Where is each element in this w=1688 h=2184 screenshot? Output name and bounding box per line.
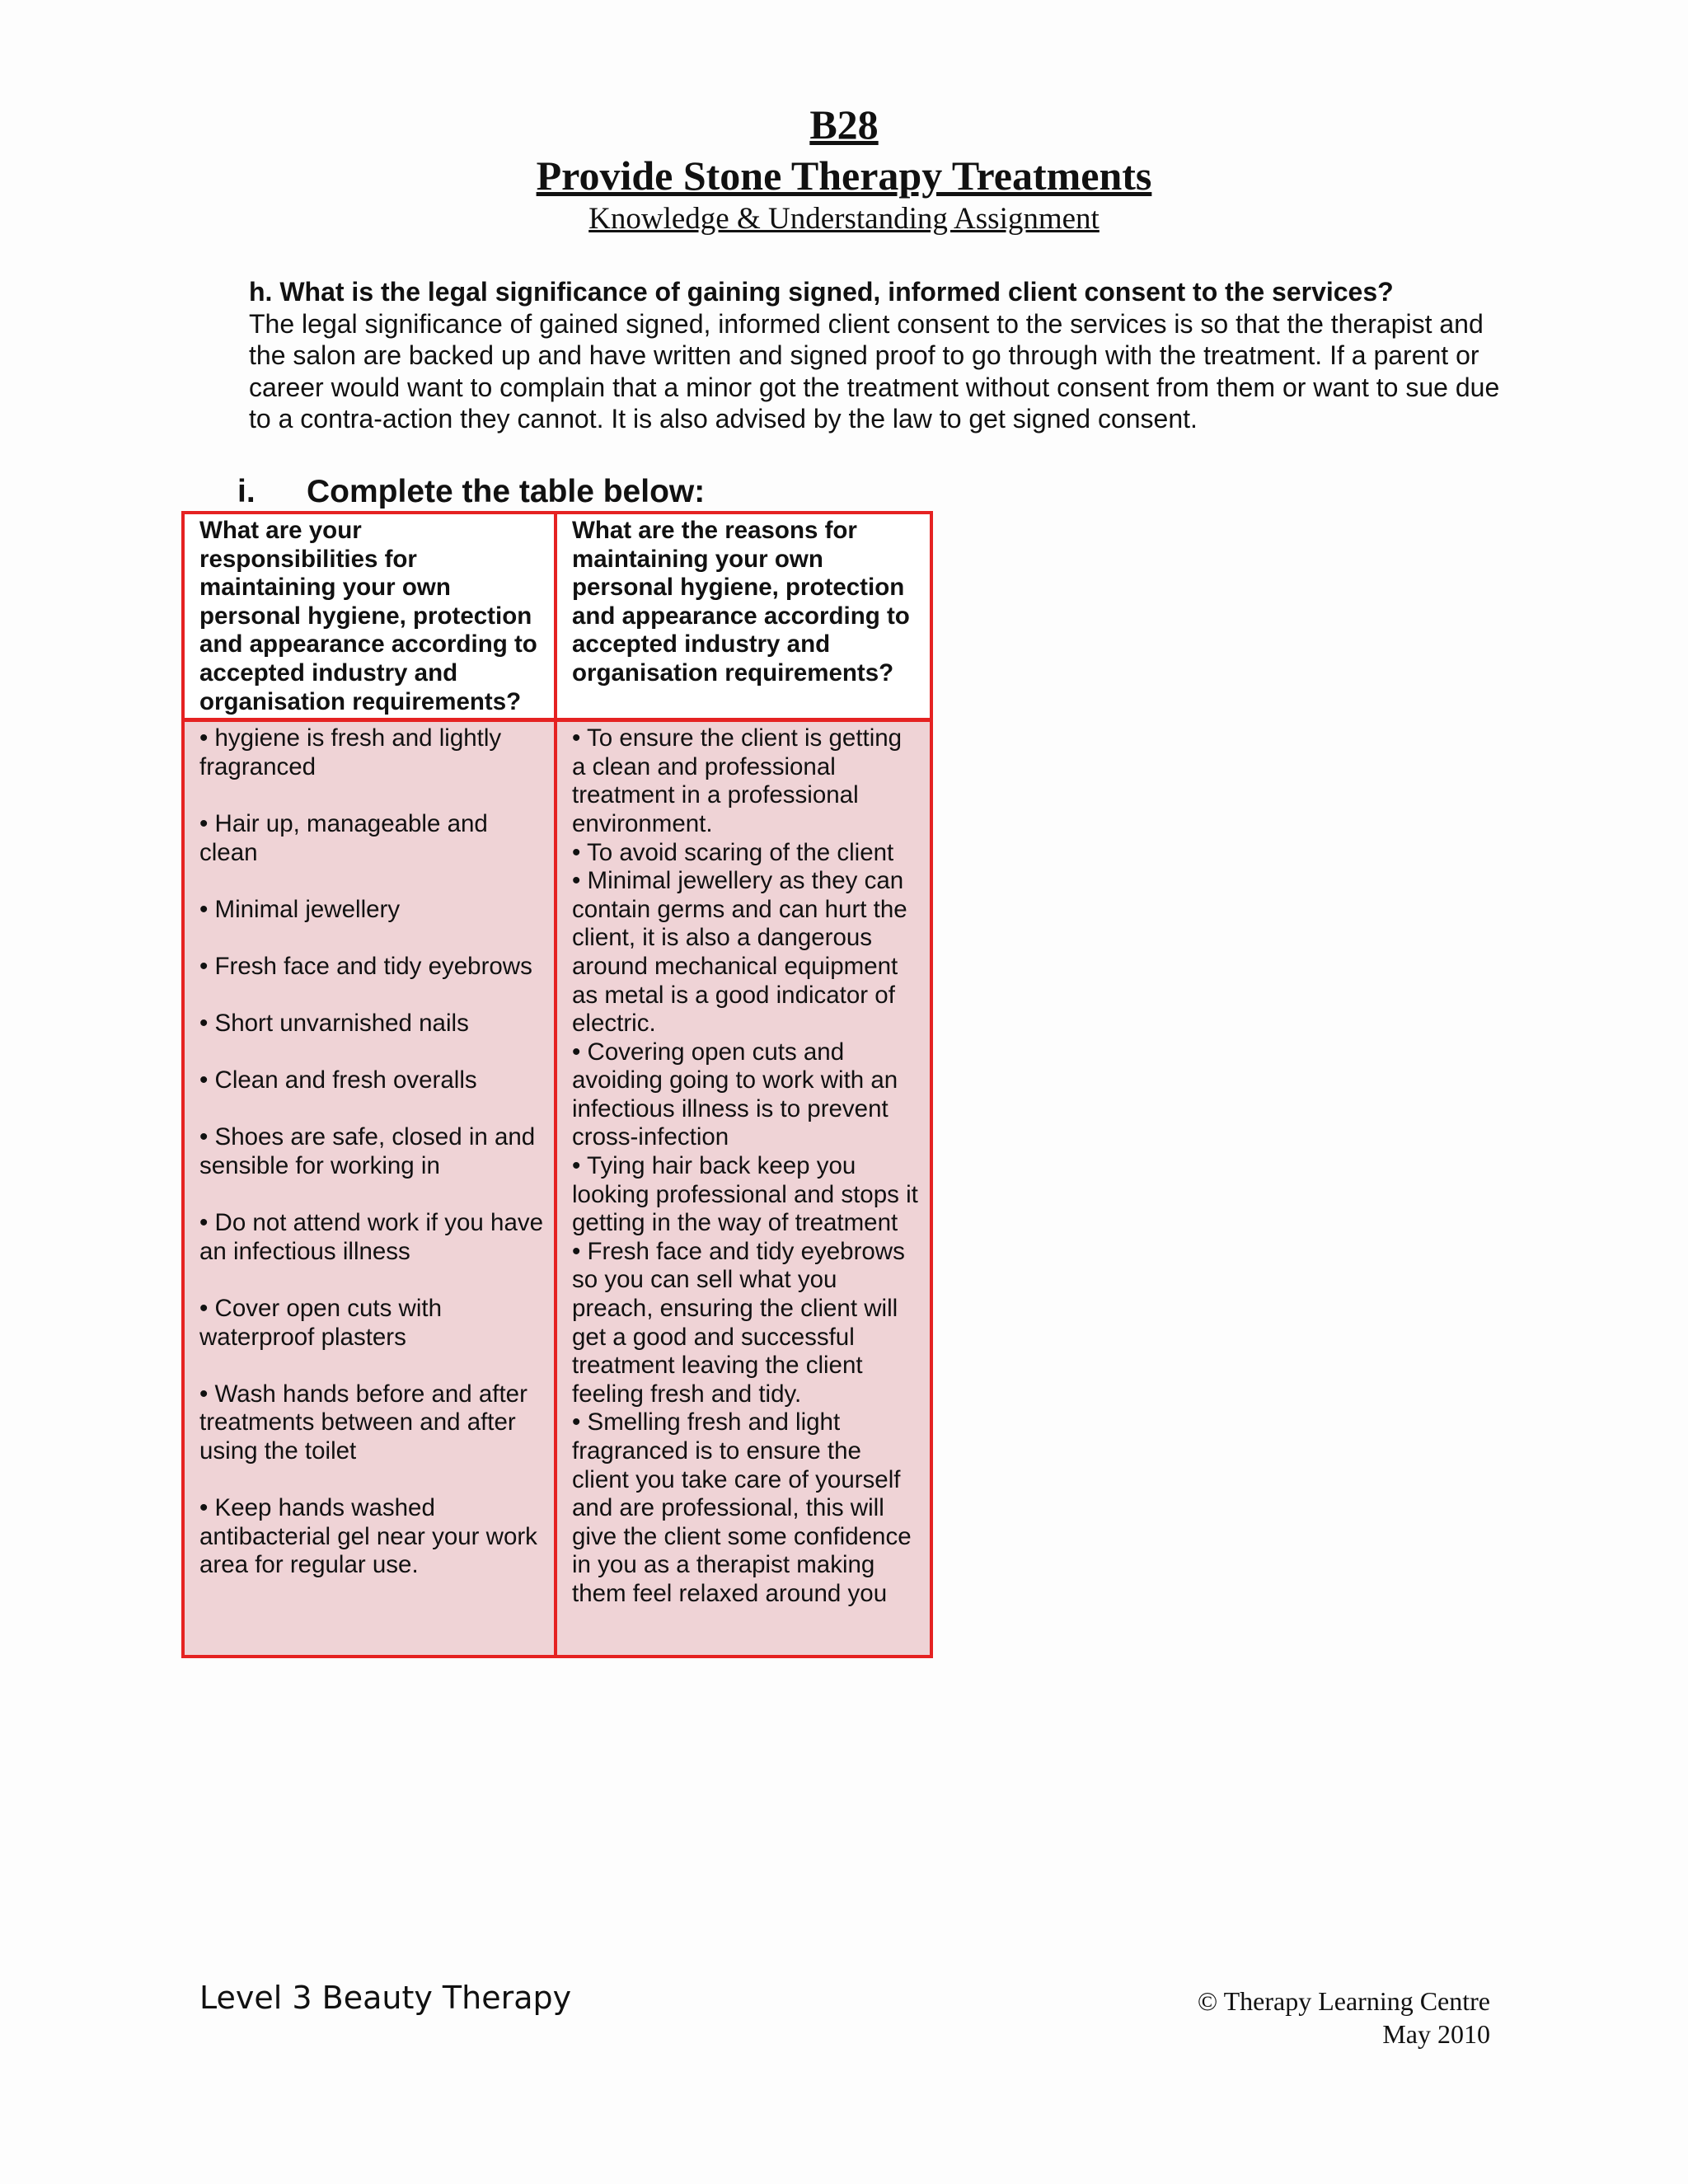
list-item: • Tying hair back keep you looking professional and stops it getting in the way of treatment [572, 1152, 918, 1237]
list-item: • Smelling fresh and light fragranced is to ensure the client you take care of yourself and are professional, this will give the client some confidence in you as a therapist making them feel relaxed around you [572, 1408, 912, 1607]
header-responsibilities: What are your responsibilities for maintaining your own personal hygiene, protection and appearance according to accepted industry and organisation requirements? [183, 513, 556, 720]
table-row [183, 720, 931, 1657]
list-item: • Covering open cuts and avoiding going to work with an infectious illness is to prevent cross-infection [572, 1038, 898, 1151]
document-subtitle: Knowledge & Understanding Assignment [588, 202, 1100, 236]
list-item: • Cover open cuts with waterproof plasters [199, 1295, 442, 1351]
list-item: • To ensure the client is getting a clean and professional treatment in a professional environment. [572, 724, 903, 837]
list-item: • Minimal jewellery [199, 895, 401, 923]
question-i-title: Complete the table below: [307, 474, 706, 509]
list-item: • To avoid scaring of the client [572, 838, 894, 866]
question-h-block [249, 276, 1502, 435]
list-item: • hygiene is fresh and lightly fragranced [199, 724, 502, 780]
document-code: B28 [809, 101, 879, 148]
responsibilities-cell [183, 720, 556, 1657]
footer-copyright: © Therapy Learning Centre [1197, 1986, 1490, 2016]
list-item: • Fresh face and tidy eyebrows so you can sell what you preach, ensuring the client will get a good and successful treatment leaving the client feeling fresh and tidy. [572, 1237, 905, 1408]
question-i-number: i. [237, 474, 256, 509]
footer-right [1198, 1985, 1490, 2050]
list-item: • Keep hands washed antibacterial gel near your work area for regular use. [199, 1494, 537, 1579]
hygiene-table [181, 511, 933, 1658]
question-h-text: h. What is the legal significance of gaining signed, informed client consent to the services? [249, 277, 1394, 307]
list-item: • Short unvarnished nails [199, 1010, 469, 1038]
question-i-heading [237, 472, 705, 512]
header-reasons: What are the reasons for maintaining your own personal hygiene, protection and appearance according to accepted industry and organisation requirements? [556, 513, 931, 720]
footer-course: Level 3 Beauty Therapy [199, 1980, 572, 2016]
list-item: • Fresh face and tidy eyebrows [199, 952, 532, 980]
table-header-row [183, 513, 931, 720]
document-title: Provide Stone Therapy Treatments [536, 152, 1152, 199]
list-item: • Minimal jewellery as they can contain germs and can hurt the client, it is also a dangerous around mechanical equipment as metal is a good indicator of electric. [572, 867, 907, 1038]
footer-date: May 2010 [1382, 2019, 1490, 2049]
list-item: • Hair up, manageable and clean [199, 809, 488, 866]
reasons-cell [556, 720, 931, 1657]
list-item: • Clean and fresh overalls [199, 1066, 477, 1094]
list-item: • Do not attend work if you have an infectious illness [199, 1209, 544, 1265]
question-h-answer: The legal significance of gained signed, informed client consent to the services is so that the therapist and the salon are backed up and have written and signed proof to go through with the treatment. If a parent or career would want to complain that a minor got the treatment without consent from them or want to sue due to a contra-action they cannot. It is also advised by the law to get signed consent. [249, 308, 1500, 434]
list-item: • Shoes are safe, closed in and sensible for working in [199, 1123, 536, 1180]
list-item: • Wash hands before and after treatments between and after using the toilet [199, 1380, 528, 1465]
